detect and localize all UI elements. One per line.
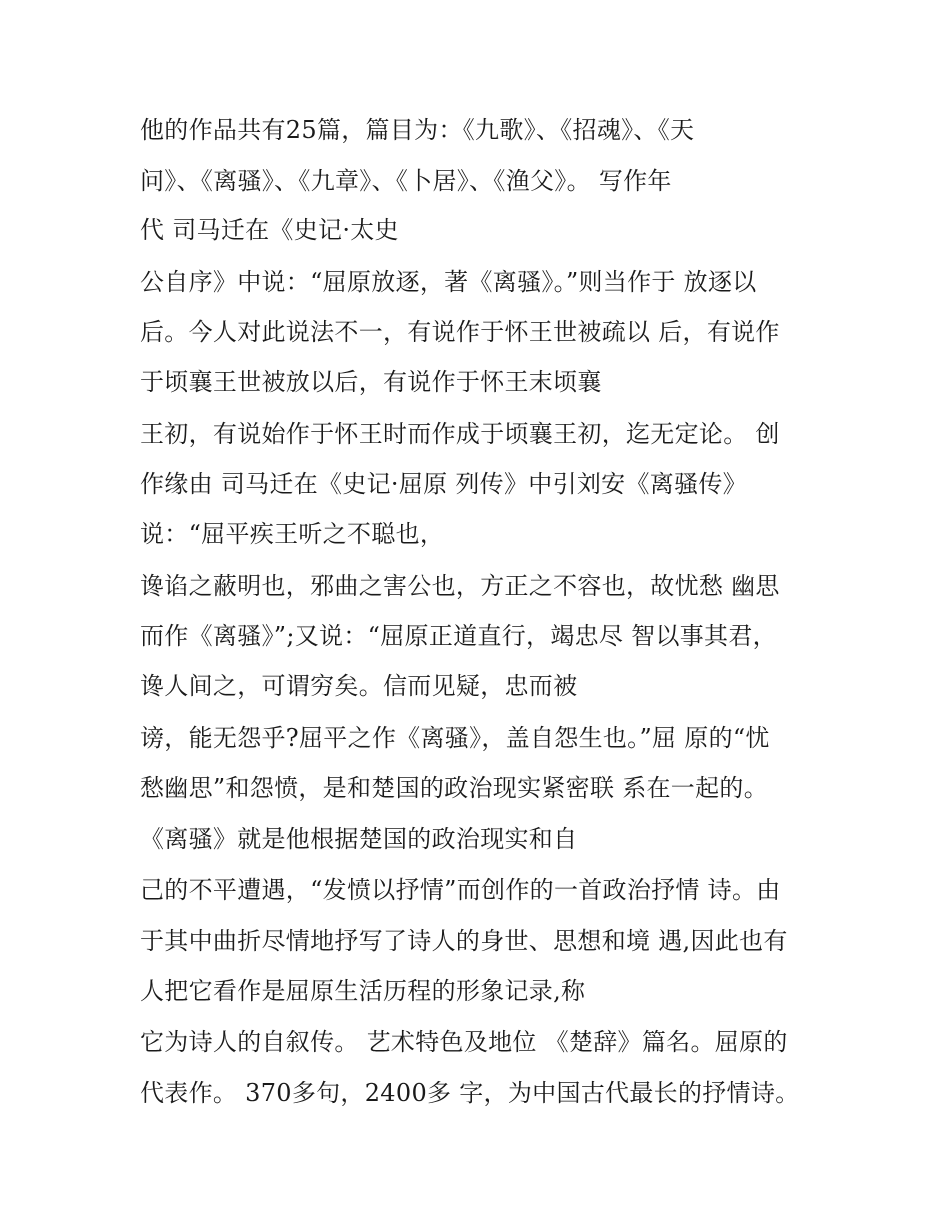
text-line-11: 而作《离骚》”;又说：“屈原正道直行，竭忠尽 智以事其君， [140, 622, 777, 650]
text-line-9: 说：“屈平疾王听之不聪也， [140, 520, 445, 548]
text-line-3: 代 司马迁在《史记·太史 [140, 216, 399, 244]
text-line-8: 作缘由 司马迁在《史记·屈原 列传》中引刘安《离骚传》 [140, 470, 747, 498]
text-line-4: 公自序》中说：“屈原放逐，著《离骚》。”则当作于 放逐以 [140, 268, 757, 296]
text-line-5: 后。今人对此说法不一，有说作于怀王世被疏以 后，有说作 [140, 318, 780, 346]
text-line-20: 代表作。 370多句，2400多 字，为中国古代最长的抒情诗。 [140, 1079, 800, 1107]
text-line-2: 问》、《离骚》、《九章》、《卜居》、《渔父》。 写作年 [140, 167, 672, 195]
text-line-6: 于顷襄王世被放以后，有说作于怀王末顷襄 [140, 368, 602, 396]
text-line-10: 谗谄之蔽明也，邪曲之害公也，方正之不容也，故忧愁 幽思 [140, 572, 780, 600]
text-line-7: 王初，有说始作于怀王时而作成于顷襄王初，迄无定论。 创 [140, 420, 780, 448]
text-line-15: 《离骚》就是他根据楚国的政治现实和自 [140, 825, 578, 853]
text-line-17: 于其中曲折尽情地抒写了诗人的身世、思想和境 遇,因此也有 [140, 927, 788, 955]
text-line-16: 己的不平遭遇，“发愤以抒情”而创作的一首政治抒情 诗。由 [140, 876, 781, 904]
text-line-1: 他的作品共有25篇，篇目为：《九歌》、《招魂》、《天 [140, 116, 695, 144]
text-line-19: 它为诗人的自叙传。 艺术特色及地位 《楚辞》篇名。屈原的 [140, 1028, 788, 1056]
text-line-14: 愁幽思”和怨愤，是和楚国的政治现实紧密联 系在一起的。 [140, 774, 768, 802]
text-line-13: 谤，能无怨乎?屈平之作《离骚》，盖自怨生也。”屈 原的“忧 [140, 724, 770, 752]
text-line-12: 谗人间之，可谓穷矣。信而见疑，忠而被 [140, 672, 578, 700]
text-line-18: 人把它看作是屈原生活历程的形象记录,称 [140, 977, 586, 1005]
